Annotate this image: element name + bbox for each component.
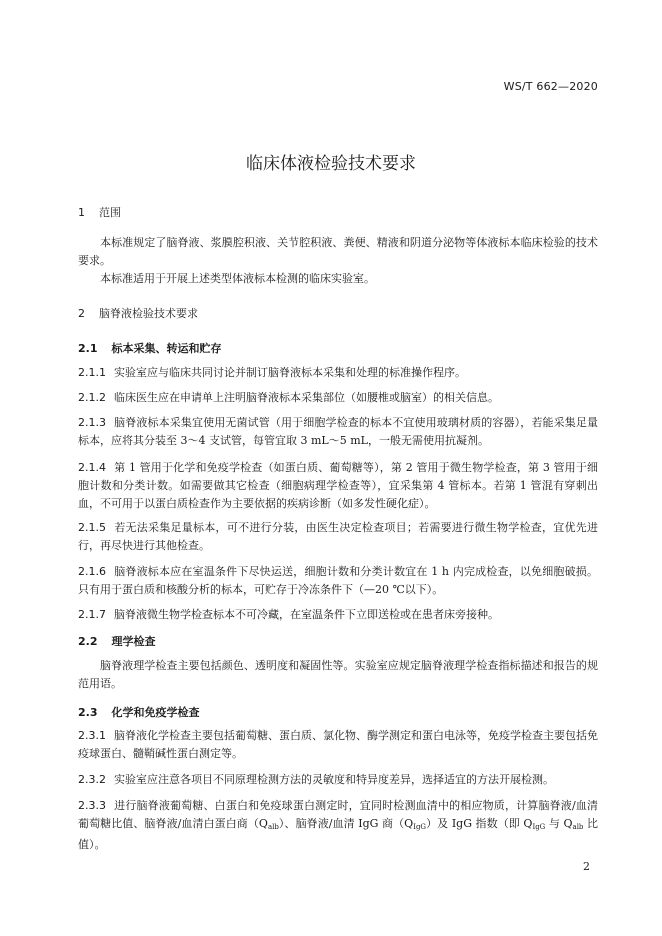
section-2-heading: 2 脑脊液检验技术要求: [78, 307, 198, 320]
clause-2-1-5: 2.1.5 若无法采集足量标本，可不进行分装，由医生决定检查项目；若需要进行微生物学检查，宜优先进行，再尽快进行其他检查。: [78, 521, 598, 552]
section-1-heading: 1 范围: [78, 206, 121, 219]
clause-2-1-4: 2.1.4 第 1 管用于化学和免疫学检查（如蛋白质、葡萄糖等），第 2 管用于微生物学检查，第 3 管用于细胞计数和分类计数。如需要做其它检查（细胞病理学检查等），宜采集第 4 管标本。若第 1 管混有穿刺出血，不可用于以蛋白质检查作为主要依据的疾病诊断（如多发性硬化症）。: [78, 461, 598, 510]
clause-2-1-1: 2.1.1 实验室应与临床共同讨论并制订脑脊液标本采集和处理的标准操作程序。: [78, 366, 466, 379]
scope-paragraph-1: 本标准规定了脑脊液、浆膜腔积液、关节腔积液、粪便、精液和阴道分泌物等体液标本临床检验的技术要求。: [78, 236, 598, 267]
page-number: 2: [583, 860, 590, 873]
clause-2-3-1: 2.3.1 脑脊液化学检查主要包括葡萄糖、蛋白质、氯化物、酶学测定和蛋白电泳等，免疫学检查主要包括免疫球蛋白、髓鞘碱性蛋白测定等。: [78, 729, 598, 760]
document-title: 临床体液检验技术要求: [246, 154, 416, 174]
physical-exam-paragraph: 脑脊液理学检查主要包括颜色、透明度和凝固性等。实验室应规定脑脊液理学检查指标描述和报告的规范用语。: [78, 659, 598, 690]
clause-2-1-3: 2.1.3 脑脊液标本采集宜使用无菌试管（用于细胞学检查的标本不宜使用玻璃材质的容器），若能采集足量标本，应将其分装至 3～4 支试管，每管宜取 3 mL～5 mL，一般无需使用抗凝剂。: [78, 416, 598, 447]
standard-code: WS/T 662—2020: [503, 80, 598, 93]
clause-2-1-6: 2.1.6 脑脊液标本应在室温条件下尽快运送，细胞计数和分类计数宜在 1 h 内完成检查，以免细胞破损。只有用于蛋白质和核酸分析的标本，可贮存于冷冻条件下（—20 ℃以下）。: [78, 565, 598, 596]
section-2-3-heading: 2.3 化学和免疫学检查: [78, 706, 200, 719]
section-2-2-heading: 2.2 理学检查: [78, 635, 156, 648]
scope-paragraph-2: 本标准适用于开展上述类型体液标本检测的临床实验室。: [100, 272, 375, 285]
clause-2-1-2: 2.1.2 临床医生应在申请单上注明脑脊液标本采集部位（如腰椎或脑室）的相关信息。: [78, 391, 499, 404]
clause-2-1-7: 2.1.7 脑脊液微生物学检查标本不可冷藏，在室温条件下立即送检或在患者床旁接种。: [78, 608, 499, 621]
clause-2-3-3: 2.3.3 进行脑脊液葡萄糖、白蛋白和免疫球蛋白测定时，宜同时检测血清中的相应物质，计算脑脊液/血清葡萄糖比值、脑脊液/血清白蛋白商$(Q_{alb})$、脑脊液/血清 IgG 商$(Q_{IgG})$及 IgG 指数（即 $Q_{IgG}$ 与 $Q_{alb}$ 比值）。: [78, 799, 598, 851]
section-2-1-heading: 2.1 标本采集、转运和贮存: [78, 342, 222, 355]
clause-2-3-2: 2.3.2 实验室应注意各项目不同原理检测方法的灵敏度和特异度差异，选择适宜的方法开展检测。: [78, 773, 554, 786]
